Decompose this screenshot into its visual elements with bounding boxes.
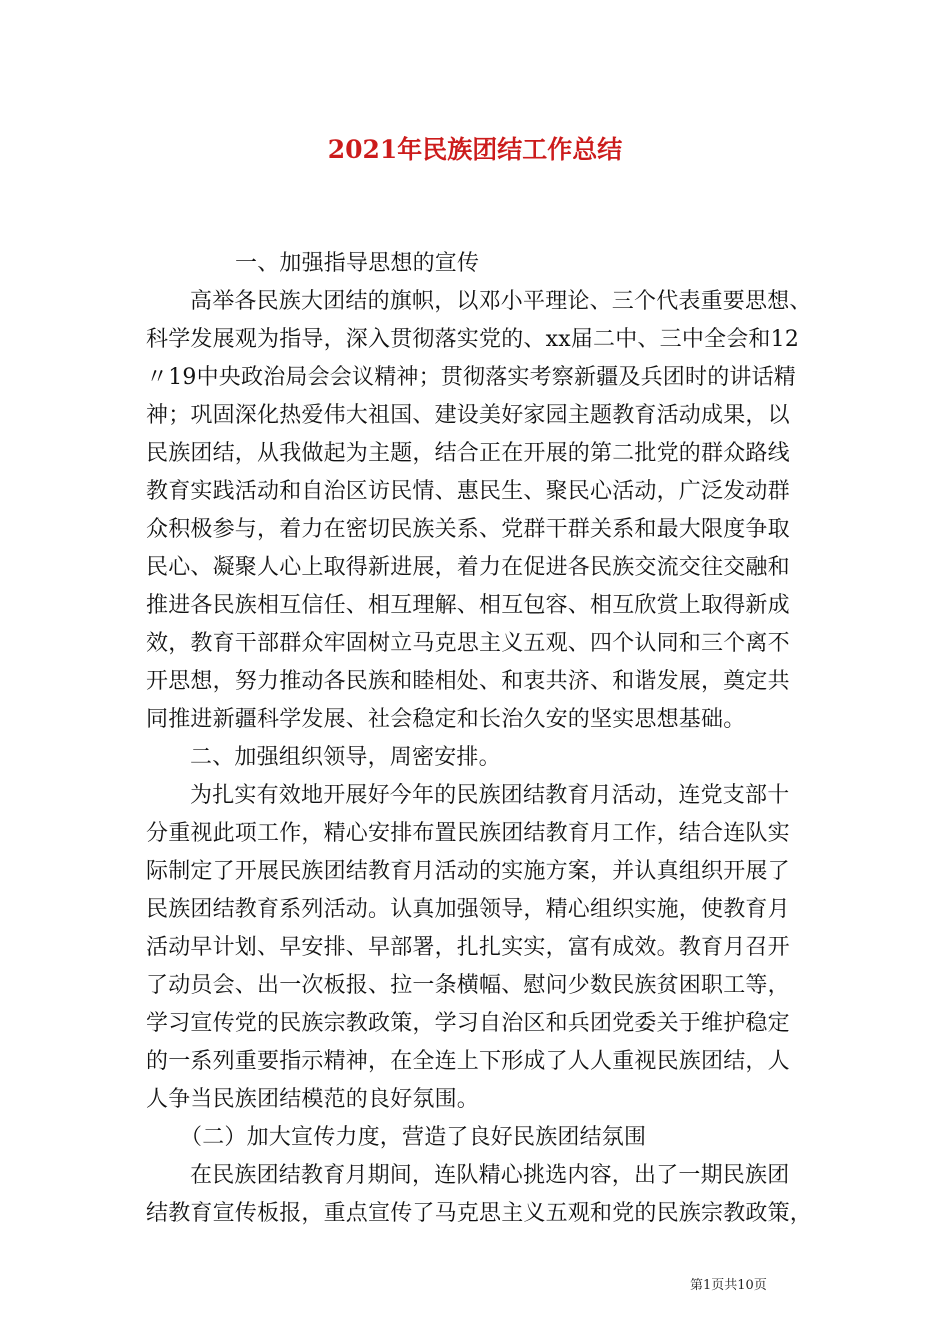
body-line: 教育实践活动和自治区访民情、惠民生、聚民心活动，广泛发动群 [146, 479, 790, 504]
document-title: 2021年民族团结工作总结 [327, 135, 623, 164]
body-line: 神；巩固深化热爱伟大祖国、建设美好家园主题教育活动成果，以 [146, 403, 790, 428]
body-line: 为扎实有效地开展好今年的民族团结教育月活动，连党支部十 [190, 783, 790, 808]
section-heading-2: 二、加强组织领导，周密安排。 [190, 745, 501, 770]
body-line: 高举各民族大团结的旗帜，以邓小平理论、三个代表重要思想、 [190, 289, 812, 314]
body-line: 民族团结教育系列活动。认真加强领导，精心组织实施，使教育月 [146, 897, 790, 922]
body-line: 民族团结，从我做起为主题，结合正在开展的第二批党的群众路线 [146, 441, 790, 466]
body-line: 活动早计划、早安排、早部署，扎扎实实，富有成效。教育月召开 [146, 935, 790, 960]
body-line: 结教育宣传板报，重点宣传了马克思主义五观和党的民族宗教政策， [146, 1201, 813, 1226]
page-number-footer: 第1页共10页 [690, 1278, 767, 1293]
body-line: 〃19中央政治局会会议精神；贯彻落实考察新疆及兵团时的讲话精 [146, 365, 796, 390]
body-line: 了动员会、出一次板报、拉一条横幅、慰问少数民族贫困职工等， [146, 973, 790, 998]
body-line: 众积极参与，着力在密切民族关系、党群干群关系和最大限度争取 [146, 517, 790, 542]
body-line: 学习宣传党的民族宗教政策，学习自治区和兵团党委关于维护稳定 [146, 1011, 790, 1036]
body-line: 分重视此项工作，精心安排布置民族团结教育月工作，结合连队实 [146, 821, 790, 846]
body-line: 的一系列重要指示精神，在全连上下形成了人人重视民族团结，人 [146, 1049, 790, 1074]
section-heading-1: 一、加强指导思想的宣传 [235, 251, 480, 276]
body-line: 开思想，努力推动各民族和睦相处、和衷共济、和谐发展，奠定共 [146, 669, 790, 694]
body-line: 在民族团结教育月期间，连队精心挑选内容，出了一期民族团 [190, 1163, 790, 1188]
body-line: 际制定了开展民族团结教育月活动的实施方案，并认真组织开展了 [146, 859, 790, 884]
body-line: 科学发展观为指导，深入贯彻落实党的、xx届二中、三中全会和12 [146, 327, 800, 352]
body-line: 同推进新疆科学发展、社会稳定和长治久安的坚实思想基础。 [146, 707, 746, 732]
body-line: 效，教育干部群众牢固树立马克思主义五观、四个认同和三个离不 [146, 631, 790, 656]
section-heading-3: （二）加大宣传力度，营造了良好民族团结氛围 [180, 1125, 647, 1150]
body-line: 推进各民族相互信任、相互理解、相互包容、相互欣赏上取得新成 [146, 593, 790, 618]
body-line: 人争当民族团结模范的良好氛围。 [146, 1087, 480, 1112]
body-line: 民心、凝聚人心上取得新进展，着力在促进各民族交流交往交融和 [146, 555, 790, 580]
